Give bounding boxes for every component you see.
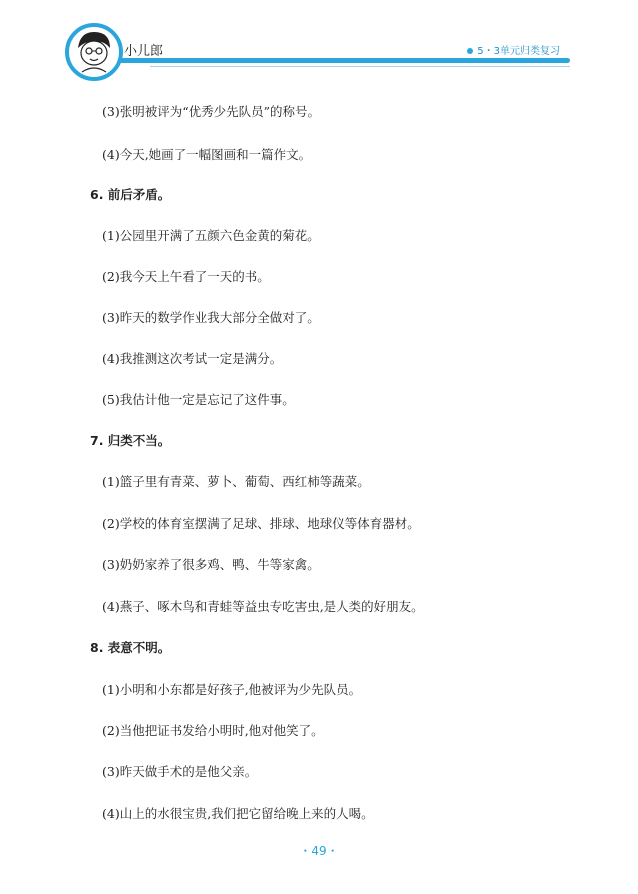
list-item: (3)昨天的数学作业我大部分全做对了。: [102, 310, 320, 325]
mascot-logo: [64, 22, 124, 82]
list-item: (4)今天,她画了一幅图画和一篇作文。: [102, 147, 312, 162]
bullet-icon: [467, 48, 473, 54]
section-heading: 8. 表意不明。: [90, 640, 171, 655]
section-heading: 6. 前后矛盾。: [90, 187, 171, 202]
list-item: (3)奶奶家养了很多鸡、鸭、牛等家禽。: [102, 557, 320, 572]
list-item: (2)我今天上午看了一天的书。: [102, 269, 270, 284]
brand-name: 小儿郎: [124, 44, 164, 59]
list-item: (5)我估计他一定是忘记了这件事。: [102, 392, 295, 407]
section-label: 5・3单元归类复习: [477, 46, 560, 57]
section-tag: [467, 42, 560, 57]
page-header: [0, 0, 638, 90]
header-rule-thin: [150, 66, 570, 67]
header-rule: [110, 58, 570, 63]
list-item: (4)山上的水很宝贵,我们把它留给晚上来的人喝。: [102, 806, 374, 821]
list-item: (1)篮子里有青菜、萝卜、葡萄、西红柿等蔬菜。: [102, 474, 370, 489]
list-item: (3)昨天做手术的是他父亲。: [102, 764, 258, 779]
list-item: (2)学校的体育室摆满了足球、排球、地球仪等体育器材。: [102, 516, 420, 531]
list-item: (4)燕子、啄木鸟和青蛙等益虫专吃害虫,是人类的好朋友。: [102, 599, 424, 614]
section-heading: 7. 归类不当。: [90, 433, 171, 448]
page-number: ・49・: [299, 844, 339, 858]
list-item: (4)我推测这次考试一定是满分。: [102, 351, 283, 366]
list-item: (1)小明和小东都是好孩子,他被评为少先队员。: [102, 682, 362, 697]
list-item: (2)当他把证书发给小明时,他对他笑了。: [102, 723, 324, 738]
list-item: (1)公园里开满了五颜六色金黄的菊花。: [102, 228, 320, 243]
list-item: (3)张明被评为“优秀少先队员”的称号。: [102, 104, 320, 119]
